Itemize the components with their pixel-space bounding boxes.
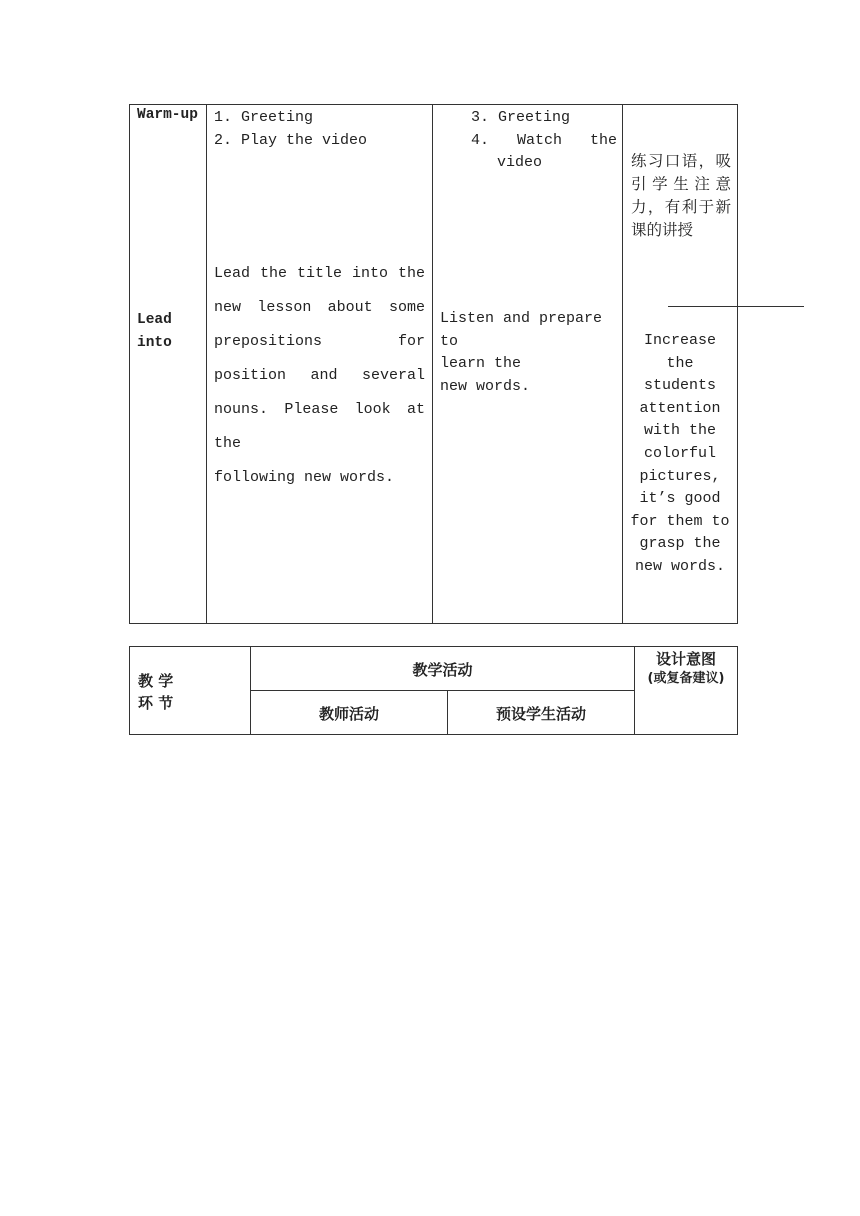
header-line: 设计意图 — [655, 650, 716, 668]
text-line: new lesson about some — [214, 299, 425, 316]
table-border-bottom — [129, 734, 738, 735]
text-line: position and several — [214, 367, 425, 384]
table-column-divider — [432, 104, 433, 624]
table-border-left — [129, 646, 130, 735]
text-line: with the — [643, 422, 716, 440]
list-item: 2. Play the video — [214, 131, 368, 149]
text-line: Increase — [643, 332, 716, 349]
stray-line — [668, 306, 804, 307]
list-item: video — [497, 154, 543, 171]
text-line: following new words. — [214, 469, 395, 486]
text-line: students — [643, 377, 716, 395]
stage-header — [138, 670, 173, 714]
teacher-activities-header: 教师活动 — [318, 705, 379, 723]
list-item: 4. Watch the — [471, 131, 617, 149]
list-item: 1. Greeting — [214, 109, 314, 126]
text-line: pictures, — [639, 467, 721, 485]
student-list-warm-up — [471, 107, 617, 175]
list-item: 3. Greeting — [471, 109, 571, 126]
table-border-bottom — [129, 623, 738, 624]
table-row-divider — [250, 690, 635, 691]
text-line: learn the — [440, 355, 522, 372]
table-border-top — [129, 646, 738, 647]
text-line: it’s good — [639, 490, 721, 508]
student-activities-header: 预设学生活动 — [495, 705, 586, 723]
text-line: for them to — [630, 512, 730, 530]
teacher-list-warm-up — [214, 107, 367, 152]
stage-warm-up: Warm-up — [137, 107, 198, 123]
text-line: new words. — [440, 377, 531, 395]
text-line: Listen and prepare to — [440, 310, 603, 350]
header-line: 环 节 — [138, 694, 174, 712]
intent-warm-up: 练习口语，吸引学生注意力，有利于新课的讲授 — [631, 152, 731, 239]
text-line: new words. — [634, 557, 725, 575]
activities-header: 教学活动 — [412, 661, 473, 679]
text-line: nouns. Please look at the — [214, 401, 425, 452]
header-line: 教 学 — [138, 672, 174, 690]
text-line: grasp the — [639, 535, 721, 553]
text-line: attention — [639, 399, 721, 417]
text-line: Lead the title into the — [214, 265, 425, 282]
text-line: prepositions for — [214, 333, 425, 350]
table-border-right — [737, 646, 738, 735]
student-text-lead-into — [440, 308, 618, 398]
design-intent-header — [635, 649, 737, 689]
intent-lead-into — [624, 330, 736, 579]
table-column-divider — [622, 104, 623, 624]
stage-line: Lead — [137, 312, 172, 328]
text-line: the — [666, 354, 694, 372]
table-column-divider — [206, 104, 207, 624]
table-border-right — [737, 104, 738, 624]
header-subline: (或复备建议) — [647, 671, 725, 686]
table-border-left — [129, 104, 130, 624]
teacher-text-lead-into — [214, 257, 425, 495]
stage-lead-into — [137, 309, 172, 354]
text-line: colorful — [643, 444, 716, 462]
stage-line: into — [137, 334, 172, 351]
table-border-top — [129, 104, 738, 105]
